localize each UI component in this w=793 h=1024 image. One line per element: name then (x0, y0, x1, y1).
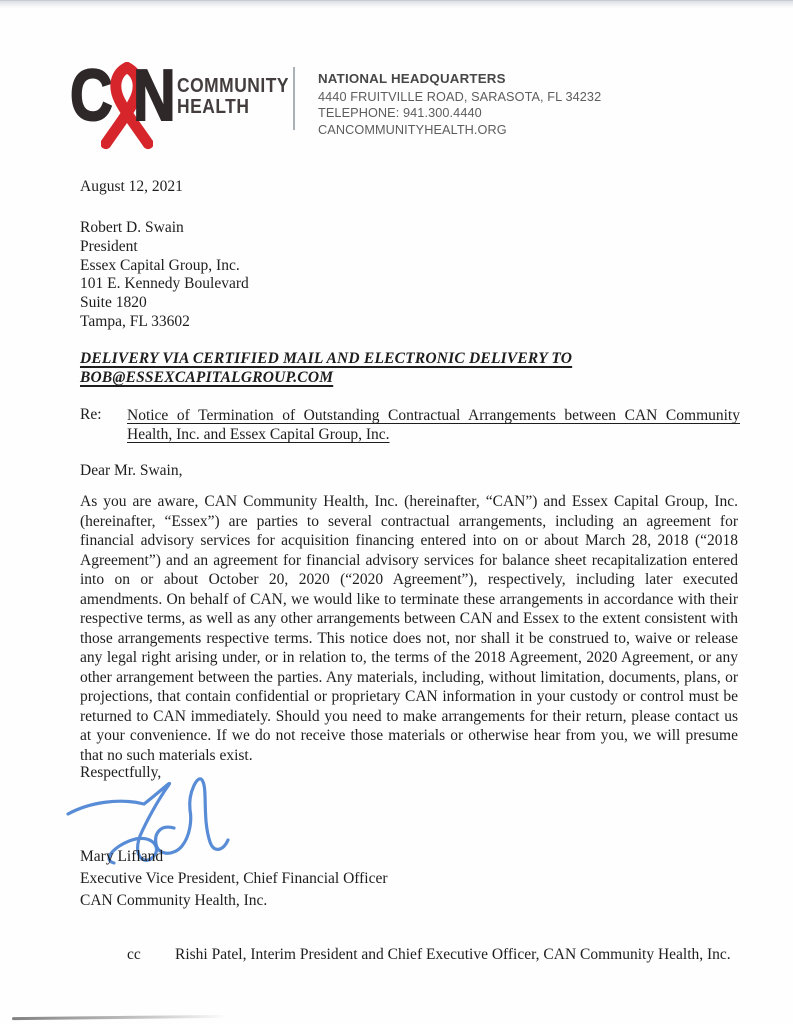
logo-brand-line2: HEALTH (177, 95, 250, 118)
delivery-line2: BOB@ESSEXCAPITALGROUP.COM (80, 369, 334, 387)
scan-line-artifact (12, 1015, 227, 1020)
letterhead-divider (293, 67, 295, 130)
contact-website: CANCOMMUNITYHEALTH.ORG (318, 122, 507, 137)
salutation: Dear Mr. Swain, (80, 462, 183, 479)
recipient-address-block (80, 219, 249, 332)
re-subject-text: Notice of Termination of Outstanding Contractual Arrangements between CAN Community Health, Inc. and Essex Capital Group, Inc. (127, 407, 740, 444)
recipient-street: 101 E. Kennedy Boulevard (80, 275, 249, 293)
delivery-method-block (80, 349, 572, 387)
closing-phrase: Respectfully, (80, 764, 162, 781)
logo-letter-c: C (70, 56, 113, 136)
letter-date: August 12, 2021 (80, 178, 183, 195)
contact-phone: TELEPHONE: 941.300.4440 (318, 106, 482, 121)
cc-indent (80, 946, 127, 964)
delivery-line1: DELIVERY VIA CERTIFIED MAIL AND ELECTRONIC DELIVERY TO (80, 350, 573, 367)
contact-address: 4440 FRUITVILLE ROAD, SARASOTA, FL 34232 (318, 90, 602, 104)
recipient-title: President (80, 237, 138, 255)
signer-name: Mary Lifland (80, 848, 164, 865)
re-label: Re: (80, 406, 102, 423)
logo-brand-line1: COMMUNITY (177, 74, 290, 97)
signer-title: Executive Vice President, Chief Financial Officer (80, 870, 388, 887)
logo-brand-text (177, 75, 289, 117)
letter-body-paragraph: As you are aware, CAN Community Health, Inc. (hereinafter, “CAN”) and Essex Capital Group, Inc. (hereinafter, “Essex”) are parties to several contractual arrangements, including an agreement for financial advisory services for acquisition financing entered into on or about March 28, 2018 (“2018 Agreement”) and an agreement for financial advisory services for balance sheet recapitalization entered into on or about October 20, 2020 (“2020 Agreement”), respectively, including later executed amendments. On behalf of CAN, we would like to terminate these arrangements in accordance with their respective terms, as well as any other arrangements between CAN and Essex to the extent consistent with those arrangements respective terms. This notice does not, nor shall it be construed to, waive or release any legal right arising under, or in relation to, the terms of the 2018 Agreement, 2020 Agreement, or any other arrangement between the parties. Any materials, including, without limitation, documents, plans, or projections, that contain confidential or proprietary CAN information in your custody or control must be returned to CAN immediately. Should you need to make arrangements for their return, please contact us at your convenience. If we do not receive those materials or otherwise hear from you, we will presume that no such materials exist. (80, 493, 738, 764)
cc-block (80, 946, 760, 964)
recipient-city-state-zip: Tampa, FL 33602 (80, 312, 190, 330)
signer-company: CAN Community Health, Inc. (80, 892, 268, 909)
cc-label: cc (127, 946, 141, 963)
letterhead (70, 56, 750, 156)
cc-text: Rishi Patel, Interim President and Chief Executive Officer, CAN Community Health, Inc. (175, 946, 731, 963)
logo-letter-n: N (133, 56, 176, 136)
recipient-company: Essex Capital Group, Inc. (80, 256, 240, 274)
signer-block (80, 846, 388, 912)
letterhead-contact-block (318, 71, 601, 138)
subject-line-block (80, 406, 740, 444)
recipient-suite: Suite 1820 (80, 294, 147, 312)
scan-edge-artifact (0, 0, 793, 8)
contact-title: NATIONAL HEADQUARTERS (318, 71, 506, 86)
recipient-name: Robert D. Swain (80, 219, 184, 236)
